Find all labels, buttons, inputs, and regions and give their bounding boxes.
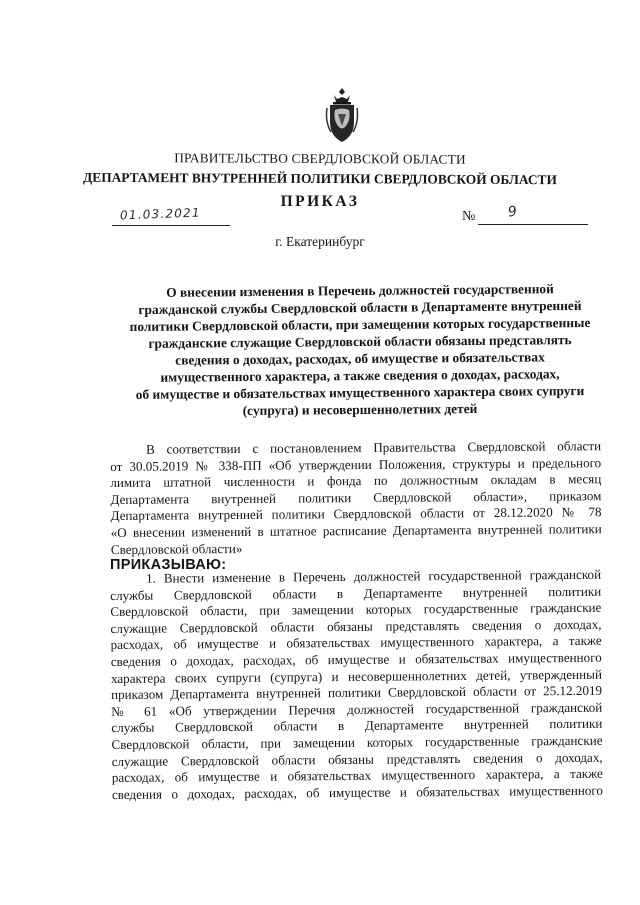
paragraph-line: расходах, об имуществе и обязательствах имущественного характера, а также <box>110 633 602 653</box>
title-line: имущественного характера, а также сведения о доходах, расходах, <box>160 366 560 385</box>
department-name: ДЕПАРТАМЕНТ ВНУТРЕННЕЙ ПОЛИТИКИ СВЕРДЛОВСКОЙ ОБЛАСТИ <box>83 169 557 188</box>
title-line: (супруга) и несовершеннолетних детей <box>242 400 478 419</box>
paragraph-line: Свердловской области, при замещении которых государственные гражданские <box>110 599 602 620</box>
paragraph-line: № 61 «Об утверждении Перечня должностей государственной гражданской <box>111 699 603 719</box>
paragraph-line: сведения о доходах, расходах, об имуществе и обязательствах имущественного <box>111 782 603 802</box>
paragraph-line: служащие Свердловской области обязаны представлять сведения о доходах, <box>110 616 602 636</box>
paragraph-line: сведения о доходах, расходах, об имуществе и обязательствах имущественного <box>110 649 602 669</box>
government-name: ПРАВИТЕЛЬСТВО СВЕРДЛОВСКОЙ ОБЛАСТИ <box>174 150 466 167</box>
paragraph-line: службы Свердловской области в Департаменте внутренней политики <box>111 716 603 736</box>
paragraph-line: Департамента внутренней политики Свердловской области», приказом <box>110 487 602 507</box>
title-line: об имуществе и обязательствах имущественного характера своих супруги <box>135 383 585 402</box>
paragraph-line: расходах, об имуществе и обязательствах имущественного характера, а также <box>111 765 603 786</box>
coat-of-arms-icon <box>324 86 360 144</box>
order-title <box>100 282 620 418</box>
paragraph-line: Свердловской области» <box>110 540 243 557</box>
title-line: сведения о доходах, расходах, об имуществе и обязательствах <box>175 349 545 368</box>
document-type: ПРИКАЗ <box>280 193 360 210</box>
paragraph-line: служащие Свердловской области обязаны представлять сведения о доходах, <box>111 749 603 769</box>
preamble-paragraph <box>110 438 602 558</box>
paragraph-line: службы Свердловской области в Департаменте внутренней политики <box>110 583 602 603</box>
paragraph-line: лимита штатной численности и фонда по должностным окладам в месяц <box>110 471 602 491</box>
paragraph-line: характера своих супруги (супруга) и несовершеннолетних детей, утвержденный <box>110 666 602 686</box>
order-directive: ПРИКАЗЫВАЮ: <box>110 557 227 573</box>
item-1-paragraph <box>110 567 603 804</box>
paragraph-line: Департамента внутренней политики Свердловской области от 28.12.2020 № 78 <box>110 504 602 524</box>
paragraph-line: В соответствии с постановлением Правительства Свердловской области <box>145 438 602 457</box>
title-line: политики Свердловской области, при замещении которых государственные <box>129 314 591 335</box>
title-line: О внесении изменения в Перечень должностей государственной <box>166 281 554 300</box>
paragraph-line: Свердловской области, при замещении которых государственные гражданские <box>111 732 603 752</box>
order-number: 9 <box>506 203 518 221</box>
title-line: гражданской службы Свердловской области в Департаменте внутренней <box>138 297 582 318</box>
paragraph-line: «О внесении изменений в штатное расписание Департамента внутренней политики <box>110 521 602 540</box>
city: г. Екатеринбург <box>275 234 365 249</box>
number-label: № <box>462 209 476 224</box>
paragraph-line: 1. Внести изменение в Перечень должностей государственной гражданской <box>145 566 602 586</box>
paragraph-line: приказом Департамента внутренней политики Свердловской области от 25.12.2019 <box>111 682 603 703</box>
order-date: 01.03.2021 <box>119 205 201 223</box>
title-line: гражданские служащие Свердловской области обязаны представлять <box>148 332 572 351</box>
paragraph-line: от 30.05.2019 № 338-ПП «Об утверждении Положения, структуры и предельного <box>110 454 602 474</box>
number-underline <box>478 211 588 225</box>
